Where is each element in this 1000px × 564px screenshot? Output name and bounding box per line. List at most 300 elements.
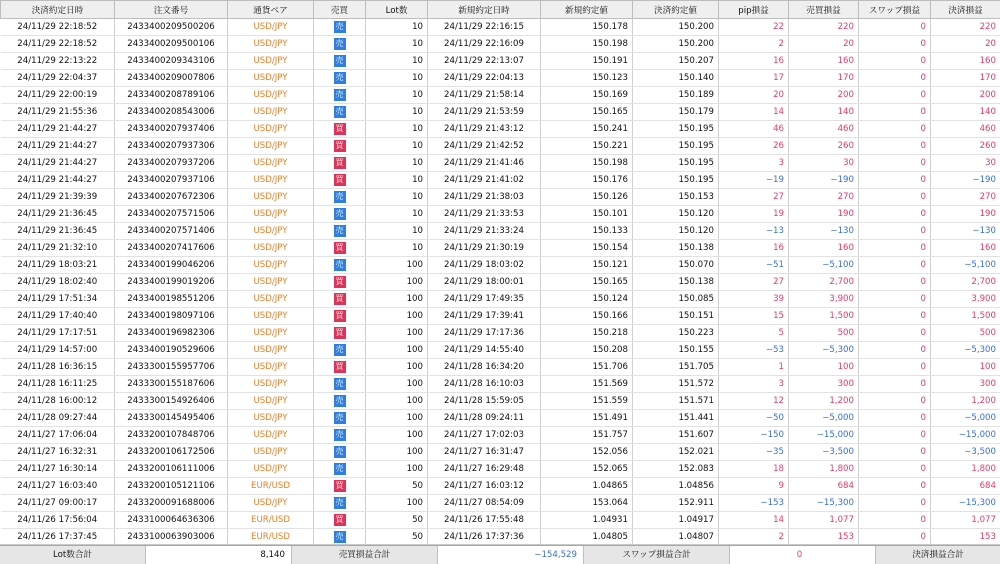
cell-open-price: 150.221 [541, 138, 633, 155]
cell-swap-pl: 0 [859, 444, 931, 461]
cell-side [314, 53, 366, 70]
cell-currency-pair: USD/JPY [228, 53, 314, 70]
cell-net-pl: −190 [931, 172, 1000, 189]
buy-badge: 買 [334, 140, 346, 152]
col-header-open-price[interactable]: 新規約定値 [541, 1, 633, 19]
cell-swap-pl: 0 [859, 189, 931, 206]
cell-lot: 10 [366, 36, 428, 53]
cell-currency-pair: USD/JPY [228, 410, 314, 427]
cell-net-pl: 100 [931, 359, 1000, 376]
table-row[interactable] [1, 121, 1000, 138]
table-row[interactable] [1, 529, 1000, 545]
cell-open-price: 150.154 [541, 240, 633, 257]
cell-open-price: 150.165 [541, 274, 633, 291]
cell-swap-pl: 0 [859, 53, 931, 70]
cell-net-pl: −5,100 [931, 257, 1000, 274]
cell-order-number: 2433200105121106 [115, 478, 228, 495]
col-header-currency-pair[interactable]: 通貨ペア [228, 1, 314, 19]
cell-order-number: 2433400198551206 [115, 291, 228, 308]
cell-pip-pl: 16 [719, 53, 789, 70]
cell-open-time: 24/11/29 21:41:46 [428, 155, 541, 172]
cell-side [314, 359, 366, 376]
cell-open-price: 150.241 [541, 121, 633, 138]
cell-swap-pl: 0 [859, 376, 931, 393]
cell-close-price: 150.138 [633, 274, 719, 291]
cell-lot: 10 [366, 138, 428, 155]
header-row [1, 1, 1000, 19]
cell-side [314, 495, 366, 512]
cell-swap-pl: 0 [859, 257, 931, 274]
table-row[interactable] [1, 53, 1000, 70]
cell-close-price: 150.179 [633, 104, 719, 121]
col-header-swap-pl[interactable]: スワップ損益 [859, 1, 931, 19]
cell-lot: 100 [366, 410, 428, 427]
table-row[interactable] [1, 155, 1000, 172]
cell-order-number: 2433200091688006 [115, 495, 228, 512]
cell-currency-pair: USD/JPY [228, 393, 314, 410]
cell-pip-pl: 22 [719, 19, 789, 36]
cell-settle-time: 24/11/29 14:57:00 [1, 342, 115, 359]
cell-open-time: 24/11/28 15:59:05 [428, 393, 541, 410]
cell-lot: 100 [366, 359, 428, 376]
cell-settle-time: 24/11/29 17:40:40 [1, 308, 115, 325]
cell-order-number: 2433400209343106 [115, 53, 228, 70]
cell-open-price: 150.123 [541, 70, 633, 87]
cell-swap-pl: 0 [859, 155, 931, 172]
cell-net-pl: 270 [931, 189, 1000, 206]
cell-settle-time: 24/11/28 09:27:44 [1, 410, 115, 427]
cell-open-time: 24/11/29 18:03:02 [428, 257, 541, 274]
cell-trade-pl: −3,500 [789, 444, 859, 461]
sell-badge: 売 [334, 21, 346, 33]
cell-close-price: 151.572 [633, 376, 719, 393]
cell-open-time: 24/11/27 16:29:48 [428, 461, 541, 478]
cell-order-number: 2433400209007806 [115, 70, 228, 87]
buy-badge: 買 [334, 361, 346, 373]
cell-trade-pl: 684 [789, 478, 859, 495]
lot-total-value: 8,140 [146, 546, 292, 564]
cell-side [314, 70, 366, 87]
cell-currency-pair: USD/JPY [228, 70, 314, 87]
cell-pip-pl: 3 [719, 155, 789, 172]
cell-trade-pl: 3,900 [789, 291, 859, 308]
table-row[interactable] [1, 257, 1000, 274]
cell-open-price: 151.757 [541, 427, 633, 444]
cell-lot: 10 [366, 104, 428, 121]
cell-trade-pl: 500 [789, 325, 859, 342]
cell-order-number: 2433200106172506 [115, 444, 228, 461]
col-header-settle-time[interactable]: 決済約定日時 [1, 1, 115, 19]
table-row[interactable] [1, 410, 1000, 427]
col-header-lot[interactable]: Lot数 [366, 1, 428, 19]
cell-lot: 50 [366, 478, 428, 495]
cell-trade-pl: −15,300 [789, 495, 859, 512]
cell-pip-pl: 15 [719, 308, 789, 325]
cell-order-number: 2433300145495406 [115, 410, 228, 427]
cell-swap-pl: 0 [859, 87, 931, 104]
cell-net-pl: 190 [931, 206, 1000, 223]
table-row[interactable] [1, 427, 1000, 444]
cell-swap-pl: 0 [859, 359, 931, 376]
cell-trade-pl: −5,300 [789, 342, 859, 359]
cell-order-number: 2433400207937406 [115, 121, 228, 138]
cell-settle-time: 24/11/29 21:44:27 [1, 121, 115, 138]
cell-net-pl: 160 [931, 53, 1000, 70]
cell-order-number: 2433400198097106 [115, 308, 228, 325]
cell-swap-pl: 0 [859, 223, 931, 240]
table-row[interactable] [1, 444, 1000, 461]
cell-pip-pl: −35 [719, 444, 789, 461]
cell-currency-pair: USD/JPY [228, 240, 314, 257]
cell-open-price: 1.04805 [541, 529, 633, 545]
table-row[interactable] [1, 70, 1000, 87]
table-row[interactable] [1, 138, 1000, 155]
cell-open-time: 24/11/29 21:43:12 [428, 121, 541, 138]
buy-badge: 買 [334, 174, 346, 186]
col-header-order-number[interactable]: 注文番号 [115, 1, 228, 19]
cell-open-time: 24/11/29 21:42:52 [428, 138, 541, 155]
cell-pip-pl: 39 [719, 291, 789, 308]
table-row[interactable] [1, 291, 1000, 308]
cell-side [314, 291, 366, 308]
cell-swap-pl: 0 [859, 291, 931, 308]
cell-open-price: 153.064 [541, 495, 633, 512]
cell-order-number: 2433400207571406 [115, 223, 228, 240]
cell-net-pl: 20 [931, 36, 1000, 53]
cell-currency-pair: EUR/USD [228, 529, 314, 545]
cell-side [314, 172, 366, 189]
buy-badge: 買 [334, 242, 346, 254]
cell-close-price: 150.120 [633, 223, 719, 240]
cell-trade-pl: 1,200 [789, 393, 859, 410]
cell-close-price: 150.207 [633, 53, 719, 70]
col-header-side[interactable]: 売買 [314, 1, 366, 19]
cell-swap-pl: 0 [859, 410, 931, 427]
table-row[interactable] [1, 393, 1000, 410]
trade-pl-total-value: −154,529 [438, 546, 584, 564]
sell-badge: 売 [334, 446, 346, 458]
buy-badge: 買 [334, 157, 346, 169]
cell-open-time: 24/11/29 21:53:59 [428, 104, 541, 121]
table-row[interactable] [1, 206, 1000, 223]
cell-settle-time: 24/11/28 16:11:25 [1, 376, 115, 393]
cell-side [314, 461, 366, 478]
cell-order-number: 2433400208789106 [115, 87, 228, 104]
cell-pip-pl: −150 [719, 427, 789, 444]
cell-net-pl: −5,300 [931, 342, 1000, 359]
cell-side [314, 257, 366, 274]
cell-trade-pl: 190 [789, 206, 859, 223]
cell-open-time: 24/11/29 21:58:14 [428, 87, 541, 104]
cell-order-number: 2433400207672306 [115, 189, 228, 206]
cell-lot: 100 [366, 274, 428, 291]
lot-total-label: Lot数合計 [0, 546, 146, 564]
cell-swap-pl: 0 [859, 495, 931, 512]
sell-badge: 売 [334, 38, 346, 50]
cell-lot: 10 [366, 53, 428, 70]
cell-side [314, 121, 366, 138]
table-row[interactable] [1, 308, 1000, 325]
cell-currency-pair: USD/JPY [228, 121, 314, 138]
cell-close-price: 152.083 [633, 461, 719, 478]
cell-currency-pair: USD/JPY [228, 155, 314, 172]
cell-order-number: 2433400190529606 [115, 342, 228, 359]
cell-order-number: 2433100063903006 [115, 529, 228, 545]
cell-order-number: 2433300155957706 [115, 359, 228, 376]
cell-close-price: 150.195 [633, 121, 719, 138]
buy-badge: 買 [334, 293, 346, 305]
cell-open-price: 150.191 [541, 53, 633, 70]
cell-side [314, 206, 366, 223]
cell-pip-pl: −13 [719, 223, 789, 240]
cell-order-number: 2433400207937306 [115, 138, 228, 155]
table-row[interactable] [1, 189, 1000, 206]
cell-lot: 100 [366, 393, 428, 410]
trade-pl-total-label: 売買損益合計 [292, 546, 438, 564]
cell-currency-pair: USD/JPY [228, 138, 314, 155]
cell-swap-pl: 0 [859, 427, 931, 444]
cell-side [314, 342, 366, 359]
col-header-close-price[interactable]: 決済約定値 [633, 1, 719, 19]
col-header-trade-pl[interactable]: 売買損益 [789, 1, 859, 19]
sell-badge: 売 [334, 378, 346, 390]
cell-lot: 100 [366, 257, 428, 274]
cell-open-time: 24/11/29 21:30:19 [428, 240, 541, 257]
cell-close-price: 151.607 [633, 427, 719, 444]
cell-settle-time: 24/11/28 16:00:12 [1, 393, 115, 410]
cell-currency-pair: USD/JPY [228, 325, 314, 342]
cell-settle-time: 24/11/28 16:36:15 [1, 359, 115, 376]
cell-side [314, 325, 366, 342]
cell-pip-pl: 26 [719, 138, 789, 155]
table-row[interactable] [1, 495, 1000, 512]
cell-open-price: 150.198 [541, 155, 633, 172]
cell-currency-pair: USD/JPY [228, 444, 314, 461]
cell-net-pl: −5,000 [931, 410, 1000, 427]
cell-open-time: 24/11/29 22:16:09 [428, 36, 541, 53]
table-row[interactable] [1, 359, 1000, 376]
swap-pl-total-label: スワップ損益合計 [584, 546, 730, 564]
cell-currency-pair: USD/JPY [228, 172, 314, 189]
cell-side [314, 308, 366, 325]
cell-net-pl: 220 [931, 19, 1000, 36]
cell-order-number: 2433400207937206 [115, 155, 228, 172]
cell-side [314, 478, 366, 495]
cell-open-time: 24/11/28 16:34:20 [428, 359, 541, 376]
cell-lot: 100 [366, 495, 428, 512]
cell-close-price: 150.140 [633, 70, 719, 87]
cell-lot: 10 [366, 70, 428, 87]
cell-lot: 50 [366, 512, 428, 529]
col-header-open-time[interactable]: 新規約定日時 [428, 1, 541, 19]
totals-footer [0, 545, 1000, 564]
table-row[interactable] [1, 240, 1000, 257]
cell-order-number: 2433400199019206 [115, 274, 228, 291]
cell-side [314, 19, 366, 36]
cell-open-price: 150.178 [541, 19, 633, 36]
cell-side [314, 104, 366, 121]
cell-settle-time: 24/11/26 17:56:04 [1, 512, 115, 529]
cell-order-number: 2433400209500206 [115, 19, 228, 36]
table-row[interactable] [1, 36, 1000, 53]
table-row[interactable] [1, 512, 1000, 529]
cell-open-time: 24/11/29 21:38:03 [428, 189, 541, 206]
sell-badge: 売 [334, 531, 346, 543]
cell-open-time: 24/11/29 22:13:07 [428, 53, 541, 70]
table-row[interactable] [1, 376, 1000, 393]
cell-net-pl: 1,800 [931, 461, 1000, 478]
cell-side [314, 87, 366, 104]
cell-open-price: 150.166 [541, 308, 633, 325]
cell-settle-time: 24/11/29 21:44:27 [1, 155, 115, 172]
cell-open-time: 24/11/27 16:31:47 [428, 444, 541, 461]
cell-side [314, 138, 366, 155]
cell-settle-time: 24/11/29 21:36:45 [1, 206, 115, 223]
cell-close-price: 152.911 [633, 495, 719, 512]
table-row[interactable] [1, 325, 1000, 342]
cell-open-price: 151.559 [541, 393, 633, 410]
cell-open-price: 152.065 [541, 461, 633, 478]
cell-net-pl: 300 [931, 376, 1000, 393]
cell-open-price: 1.04931 [541, 512, 633, 529]
cell-lot: 10 [366, 121, 428, 138]
col-header-net-pl[interactable]: 決済損益 [931, 1, 1000, 19]
cell-open-time: 24/11/29 14:55:40 [428, 342, 541, 359]
cell-settle-time: 24/11/29 21:44:27 [1, 138, 115, 155]
cell-swap-pl: 0 [859, 308, 931, 325]
cell-settle-time: 24/11/29 21:36:45 [1, 223, 115, 240]
cell-side [314, 393, 366, 410]
cell-currency-pair: USD/JPY [228, 308, 314, 325]
cell-lot: 10 [366, 223, 428, 240]
cell-open-price: 150.124 [541, 291, 633, 308]
buy-badge: 買 [334, 327, 346, 339]
cell-open-time: 24/11/29 17:49:35 [428, 291, 541, 308]
sell-badge: 売 [334, 208, 346, 220]
cell-side [314, 410, 366, 427]
cell-open-price: 150.121 [541, 257, 633, 274]
cell-open-time: 24/11/28 16:10:03 [428, 376, 541, 393]
sell-badge: 売 [334, 89, 346, 101]
sell-badge: 売 [334, 259, 346, 271]
cell-pip-pl: 1 [719, 359, 789, 376]
cell-settle-time: 24/11/27 16:32:31 [1, 444, 115, 461]
buy-badge: 買 [334, 276, 346, 288]
cell-net-pl: 140 [931, 104, 1000, 121]
cell-trade-pl: 160 [789, 240, 859, 257]
cell-open-time: 24/11/29 21:33:53 [428, 206, 541, 223]
cell-pip-pl: 27 [719, 189, 789, 206]
cell-swap-pl: 0 [859, 206, 931, 223]
cell-net-pl: 1,077 [931, 512, 1000, 529]
cell-settle-time: 24/11/29 22:13:22 [1, 53, 115, 70]
table-row[interactable] [1, 478, 1000, 495]
sell-badge: 売 [334, 497, 346, 509]
cell-side [314, 376, 366, 393]
cell-close-price: 150.120 [633, 206, 719, 223]
cell-open-time: 24/11/29 18:00:01 [428, 274, 541, 291]
cell-currency-pair: USD/JPY [228, 257, 314, 274]
cell-side [314, 529, 366, 545]
cell-currency-pair: USD/JPY [228, 342, 314, 359]
sell-badge: 売 [334, 72, 346, 84]
cell-pip-pl: 14 [719, 512, 789, 529]
cell-trade-pl: 200 [789, 87, 859, 104]
cell-open-price: 152.056 [541, 444, 633, 461]
cell-side [314, 444, 366, 461]
cell-net-pl: 200 [931, 87, 1000, 104]
buy-badge: 買 [334, 123, 346, 135]
cell-lot: 10 [366, 172, 428, 189]
cell-currency-pair: USD/JPY [228, 291, 314, 308]
cell-order-number: 2433400208543006 [115, 104, 228, 121]
cell-swap-pl: 0 [859, 478, 931, 495]
cell-pip-pl: 9 [719, 478, 789, 495]
cell-trade-pl: 2,700 [789, 274, 859, 291]
table-row[interactable] [1, 342, 1000, 359]
cell-open-time: 24/11/27 16:03:12 [428, 478, 541, 495]
cell-order-number: 2433400207417606 [115, 240, 228, 257]
sell-badge: 売 [334, 395, 346, 407]
cell-pip-pl: 3 [719, 376, 789, 393]
cell-open-time: 24/11/26 17:55:48 [428, 512, 541, 529]
cell-settle-time: 24/11/29 21:55:36 [1, 104, 115, 121]
cell-open-price: 151.706 [541, 359, 633, 376]
cell-net-pl: 153 [931, 529, 1000, 545]
table-row[interactable] [1, 223, 1000, 240]
cell-trade-pl: 140 [789, 104, 859, 121]
table-row[interactable] [1, 274, 1000, 291]
cell-open-time: 24/11/27 08:54:09 [428, 495, 541, 512]
cell-close-price: 150.223 [633, 325, 719, 342]
col-header-pip-pl[interactable]: pip損益 [719, 1, 789, 19]
cell-trade-pl: 170 [789, 70, 859, 87]
cell-pip-pl: 46 [719, 121, 789, 138]
cell-trade-pl: −15,000 [789, 427, 859, 444]
cell-open-time: 24/11/28 09:24:11 [428, 410, 541, 427]
table-row[interactable] [1, 87, 1000, 104]
cell-pip-pl: −19 [719, 172, 789, 189]
cell-currency-pair: USD/JPY [228, 36, 314, 53]
cell-settle-time: 24/11/27 16:03:40 [1, 478, 115, 495]
table-row[interactable] [1, 104, 1000, 121]
cell-lot: 10 [366, 87, 428, 104]
cell-currency-pair: USD/JPY [228, 461, 314, 478]
cell-open-time: 24/11/29 21:33:24 [428, 223, 541, 240]
cell-pip-pl: −153 [719, 495, 789, 512]
sell-badge: 売 [334, 225, 346, 237]
cell-net-pl: 3,900 [931, 291, 1000, 308]
cell-close-price: 152.021 [633, 444, 719, 461]
table-row[interactable] [1, 461, 1000, 478]
cell-currency-pair: USD/JPY [228, 495, 314, 512]
table-row[interactable] [1, 172, 1000, 189]
cell-swap-pl: 0 [859, 36, 931, 53]
cell-close-price: 150.195 [633, 155, 719, 172]
table-row[interactable] [1, 19, 1000, 36]
cell-swap-pl: 0 [859, 325, 931, 342]
cell-settle-time: 24/11/29 21:39:39 [1, 189, 115, 206]
cell-net-pl: −15,000 [931, 427, 1000, 444]
cell-lot: 10 [366, 240, 428, 257]
cell-open-price: 150.198 [541, 36, 633, 53]
cell-currency-pair: USD/JPY [228, 87, 314, 104]
cell-settle-time: 24/11/27 16:30:14 [1, 461, 115, 478]
cell-currency-pair: USD/JPY [228, 274, 314, 291]
cell-pip-pl: −50 [719, 410, 789, 427]
cell-settle-time: 24/11/29 18:02:40 [1, 274, 115, 291]
cell-open-price: 150.169 [541, 87, 633, 104]
